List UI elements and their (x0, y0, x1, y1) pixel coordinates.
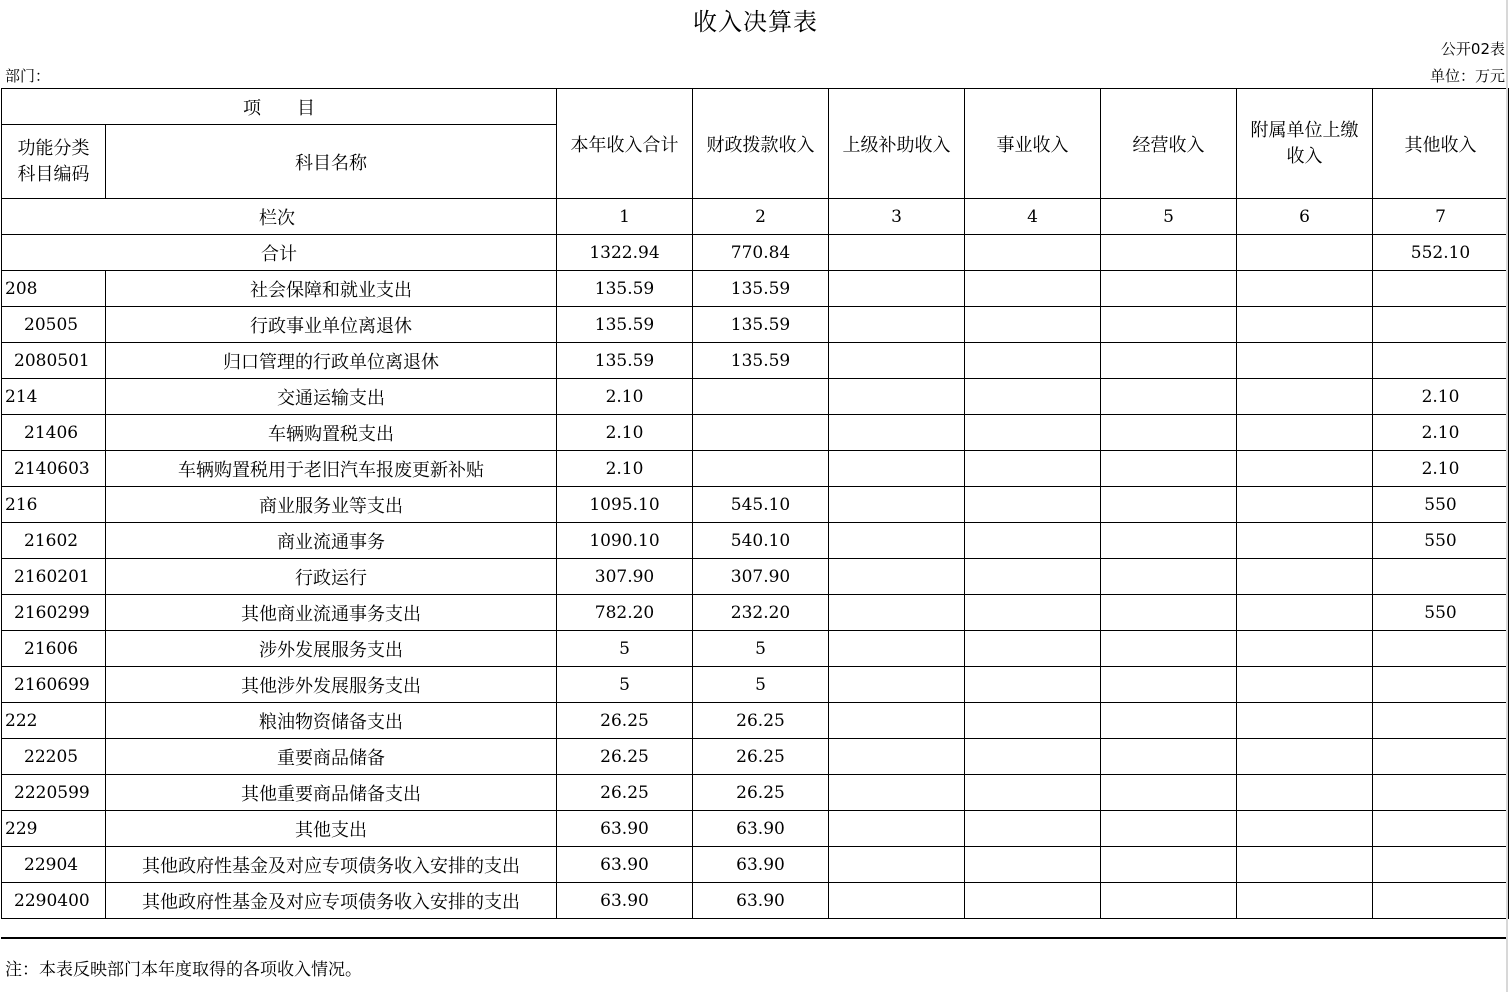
value-col-4 (965, 847, 1101, 883)
value-col-5 (1101, 343, 1237, 379)
value-col-5 (1101, 631, 1237, 667)
value-col-1: 135.59 (557, 343, 693, 379)
value-col-6 (1237, 631, 1373, 667)
value-col-4 (965, 559, 1101, 595)
value-col-4 (965, 271, 1101, 307)
value-col-1: 1090.10 (557, 523, 693, 559)
total-value-4 (965, 235, 1101, 271)
table-row (2, 487, 1509, 523)
value-col-3 (829, 775, 965, 811)
value-col-7: 2.10 (1373, 415, 1509, 451)
row-index-3: 3 (829, 199, 965, 235)
value-col-4 (965, 703, 1101, 739)
value-col-6 (1237, 451, 1373, 487)
table-row (2, 523, 1509, 559)
subject-name: 其他重要商品储备支出 (106, 775, 557, 811)
table-row (2, 343, 1509, 379)
value-col-1: 307.90 (557, 559, 693, 595)
subject-code: 20505 (2, 307, 106, 343)
row-index-2: 2 (693, 199, 829, 235)
subject-name: 其他政府性基金及对应专项债务收入安排的支出 (106, 883, 557, 919)
subject-name: 社会保障和就业支出 (106, 271, 557, 307)
value-col-4 (965, 811, 1101, 847)
value-col-6 (1237, 667, 1373, 703)
table-row (2, 307, 1509, 343)
value-col-6 (1237, 307, 1373, 343)
value-col-2: 135.59 (693, 307, 829, 343)
subject-name: 重要商品储备 (106, 739, 557, 775)
value-col-7: 2.10 (1373, 451, 1509, 487)
value-col-4 (965, 415, 1101, 451)
subject-code: 2160699 (2, 667, 106, 703)
value-col-4 (965, 631, 1101, 667)
total-value-5 (1101, 235, 1237, 271)
row-index-label: 栏次 (2, 199, 557, 235)
subject-name: 归口管理的行政单位离退休 (106, 343, 557, 379)
value-col-1: 26.25 (557, 739, 693, 775)
subject-code: 21606 (2, 631, 106, 667)
subject-name: 粮油物资储备支出 (106, 703, 557, 739)
value-col-5 (1101, 883, 1237, 919)
code-header: 功能分类科目编码 (2, 125, 106, 199)
subject-code: 214 (2, 379, 106, 415)
total-value-2: 770.84 (693, 235, 829, 271)
value-col-1: 1095.10 (557, 487, 693, 523)
value-col-4 (965, 775, 1101, 811)
table-row (2, 595, 1509, 631)
value-col-2: 63.90 (693, 811, 829, 847)
value-col-3 (829, 595, 965, 631)
value-col-2: 26.25 (693, 703, 829, 739)
table-row (2, 271, 1509, 307)
value-col-6 (1237, 811, 1373, 847)
value-col-4 (965, 667, 1101, 703)
value-col-1: 782.20 (557, 595, 693, 631)
value-col-3 (829, 631, 965, 667)
subject-name: 涉外发展服务支出 (106, 631, 557, 667)
row-index-6: 6 (1237, 199, 1373, 235)
value-col-6 (1237, 847, 1373, 883)
table-row (2, 451, 1509, 487)
subject-code: 22205 (2, 739, 106, 775)
value-col-6 (1237, 703, 1373, 739)
subject-name: 行政运行 (106, 559, 557, 595)
value-col-2 (693, 451, 829, 487)
value-col-1: 2.10 (557, 379, 693, 415)
value-col-3 (829, 487, 965, 523)
item-group-header: 项 目 (2, 89, 557, 125)
value-col-6 (1237, 739, 1373, 775)
value-col-4 (965, 307, 1101, 343)
value-col-2: 63.90 (693, 847, 829, 883)
value-col-3 (829, 307, 965, 343)
subject-name: 车辆购置税用于老旧汽车报废更新补贴 (106, 451, 557, 487)
income-table (1, 88, 1509, 919)
value-col-7: 550 (1373, 595, 1509, 631)
col-header-2: 财政拨款收入 (693, 89, 829, 199)
subject-code: 216 (2, 487, 106, 523)
value-col-1: 2.10 (557, 451, 693, 487)
value-col-3 (829, 415, 965, 451)
value-col-5 (1101, 379, 1237, 415)
subject-code: 2160299 (2, 595, 106, 631)
value-col-7 (1373, 739, 1509, 775)
value-col-5 (1101, 523, 1237, 559)
value-col-3 (829, 343, 965, 379)
value-col-3 (829, 883, 965, 919)
subject-code: 2160201 (2, 559, 106, 595)
value-col-5 (1101, 703, 1237, 739)
table-row (2, 883, 1509, 919)
table-row (2, 847, 1509, 883)
subject-code: 2220599 (2, 775, 106, 811)
total-label: 合计 (2, 235, 557, 271)
value-col-5 (1101, 739, 1237, 775)
subject-name: 其他商业流通事务支出 (106, 595, 557, 631)
value-col-5 (1101, 667, 1237, 703)
header-row-1 (2, 89, 1509, 125)
value-col-3 (829, 559, 965, 595)
value-col-1: 5 (557, 667, 693, 703)
value-col-1: 63.90 (557, 811, 693, 847)
row-index-7: 7 (1373, 199, 1509, 235)
value-col-7: 550 (1373, 487, 1509, 523)
value-col-5 (1101, 451, 1237, 487)
subject-code: 22904 (2, 847, 106, 883)
value-col-7 (1373, 343, 1509, 379)
row-index-1: 1 (557, 199, 693, 235)
value-col-6 (1237, 559, 1373, 595)
value-col-7 (1373, 703, 1509, 739)
value-col-5 (1101, 811, 1237, 847)
subject-code: 21406 (2, 415, 106, 451)
value-col-7 (1373, 559, 1509, 595)
subject-name: 交通运输支出 (106, 379, 557, 415)
row-index-row (2, 199, 1509, 235)
value-col-2: 545.10 (693, 487, 829, 523)
subject-code: 208 (2, 271, 106, 307)
col-header-5: 经营收入 (1101, 89, 1237, 199)
value-col-3 (829, 451, 965, 487)
value-col-1: 2.10 (557, 415, 693, 451)
value-col-6 (1237, 379, 1373, 415)
value-col-7 (1373, 775, 1509, 811)
value-col-7: 2.10 (1373, 379, 1509, 415)
value-col-2: 135.59 (693, 343, 829, 379)
table-row (2, 667, 1509, 703)
value-col-1: 26.25 (557, 703, 693, 739)
name-header: 科目名称 (106, 125, 557, 199)
total-row (2, 235, 1509, 271)
value-col-5 (1101, 271, 1237, 307)
subject-code: 2080501 (2, 343, 106, 379)
table-bottom-rule (1, 937, 1508, 939)
value-col-6 (1237, 883, 1373, 919)
value-col-3 (829, 271, 965, 307)
table-row (2, 775, 1509, 811)
footnote: 注：本表反映部门本年度取得的各项收入情况。 (5, 960, 362, 980)
value-col-4 (965, 343, 1101, 379)
unit-label: 单位：万元 (1429, 67, 1505, 85)
form-code: 公开02表 (1440, 40, 1505, 58)
value-col-2 (693, 415, 829, 451)
value-col-3 (829, 739, 965, 775)
value-col-5 (1101, 775, 1237, 811)
value-col-4 (965, 379, 1101, 415)
value-col-7 (1373, 271, 1509, 307)
value-col-1: 5 (557, 631, 693, 667)
total-value-7: 552.10 (1373, 235, 1509, 271)
value-col-3 (829, 703, 965, 739)
col-header-6: 附属单位上缴收入 (1237, 89, 1373, 199)
value-col-1: 63.90 (557, 883, 693, 919)
value-col-1: 135.59 (557, 271, 693, 307)
value-col-7: 550 (1373, 523, 1509, 559)
value-col-6 (1237, 271, 1373, 307)
value-col-4 (965, 487, 1101, 523)
value-col-7 (1373, 631, 1509, 667)
table-row (2, 703, 1509, 739)
table-row (2, 415, 1509, 451)
table-row (2, 559, 1509, 595)
value-col-2: 540.10 (693, 523, 829, 559)
value-col-1: 63.90 (557, 847, 693, 883)
value-col-2: 135.59 (693, 271, 829, 307)
value-col-3 (829, 811, 965, 847)
value-col-6 (1237, 595, 1373, 631)
sheet-edge (1506, 0, 1508, 992)
value-col-6 (1237, 487, 1373, 523)
value-col-5 (1101, 847, 1237, 883)
row-index-4: 4 (965, 199, 1101, 235)
value-col-5 (1101, 559, 1237, 595)
value-col-4 (965, 739, 1101, 775)
value-col-1: 135.59 (557, 307, 693, 343)
table-row (2, 631, 1509, 667)
table-row (2, 739, 1509, 775)
value-col-4 (965, 523, 1101, 559)
value-col-3 (829, 847, 965, 883)
subject-code: 2290400 (2, 883, 106, 919)
value-col-6 (1237, 775, 1373, 811)
value-col-6 (1237, 415, 1373, 451)
row-index-5: 5 (1101, 199, 1237, 235)
value-col-4 (965, 883, 1101, 919)
subject-code: 222 (2, 703, 106, 739)
col-header-1: 本年收入合计 (557, 89, 693, 199)
subject-code: 229 (2, 811, 106, 847)
subject-name: 其他涉外发展服务支出 (106, 667, 557, 703)
col-header-3: 上级补助收入 (829, 89, 965, 199)
subject-name: 行政事业单位离退休 (106, 307, 557, 343)
total-value-6 (1237, 235, 1373, 271)
value-col-2: 307.90 (693, 559, 829, 595)
value-col-2: 26.25 (693, 775, 829, 811)
value-col-2: 5 (693, 667, 829, 703)
table-row (2, 379, 1509, 415)
value-col-7 (1373, 811, 1509, 847)
value-col-5 (1101, 487, 1237, 523)
value-col-7 (1373, 883, 1509, 919)
value-col-6 (1237, 343, 1373, 379)
table-row (2, 811, 1509, 847)
subject-name: 商业服务业等支出 (106, 487, 557, 523)
value-col-1: 26.25 (557, 775, 693, 811)
value-col-2: 63.90 (693, 883, 829, 919)
value-col-4 (965, 451, 1101, 487)
subject-name: 车辆购置税支出 (106, 415, 557, 451)
value-col-5 (1101, 415, 1237, 451)
subject-name: 商业流通事务 (106, 523, 557, 559)
value-col-7 (1373, 667, 1509, 703)
value-col-4 (965, 595, 1101, 631)
value-col-5 (1101, 595, 1237, 631)
subject-code: 21602 (2, 523, 106, 559)
total-value-3 (829, 235, 965, 271)
subject-name: 其他支出 (106, 811, 557, 847)
col-header-4: 事业收入 (965, 89, 1101, 199)
department-label: 部门： (5, 67, 51, 85)
value-col-2: 232.20 (693, 595, 829, 631)
value-col-3 (829, 379, 965, 415)
value-col-7 (1373, 307, 1509, 343)
value-col-7 (1373, 847, 1509, 883)
subject-code: 2140603 (2, 451, 106, 487)
col-header-7: 其他收入 (1373, 89, 1509, 199)
total-value-1: 1322.94 (557, 235, 693, 271)
report-title: 收入决算表 (693, 8, 818, 36)
value-col-2: 26.25 (693, 739, 829, 775)
value-col-3 (829, 667, 965, 703)
value-col-6 (1237, 523, 1373, 559)
value-col-3 (829, 523, 965, 559)
subject-name: 其他政府性基金及对应专项债务收入安排的支出 (106, 847, 557, 883)
value-col-5 (1101, 307, 1237, 343)
value-col-2 (693, 379, 829, 415)
value-col-2: 5 (693, 631, 829, 667)
